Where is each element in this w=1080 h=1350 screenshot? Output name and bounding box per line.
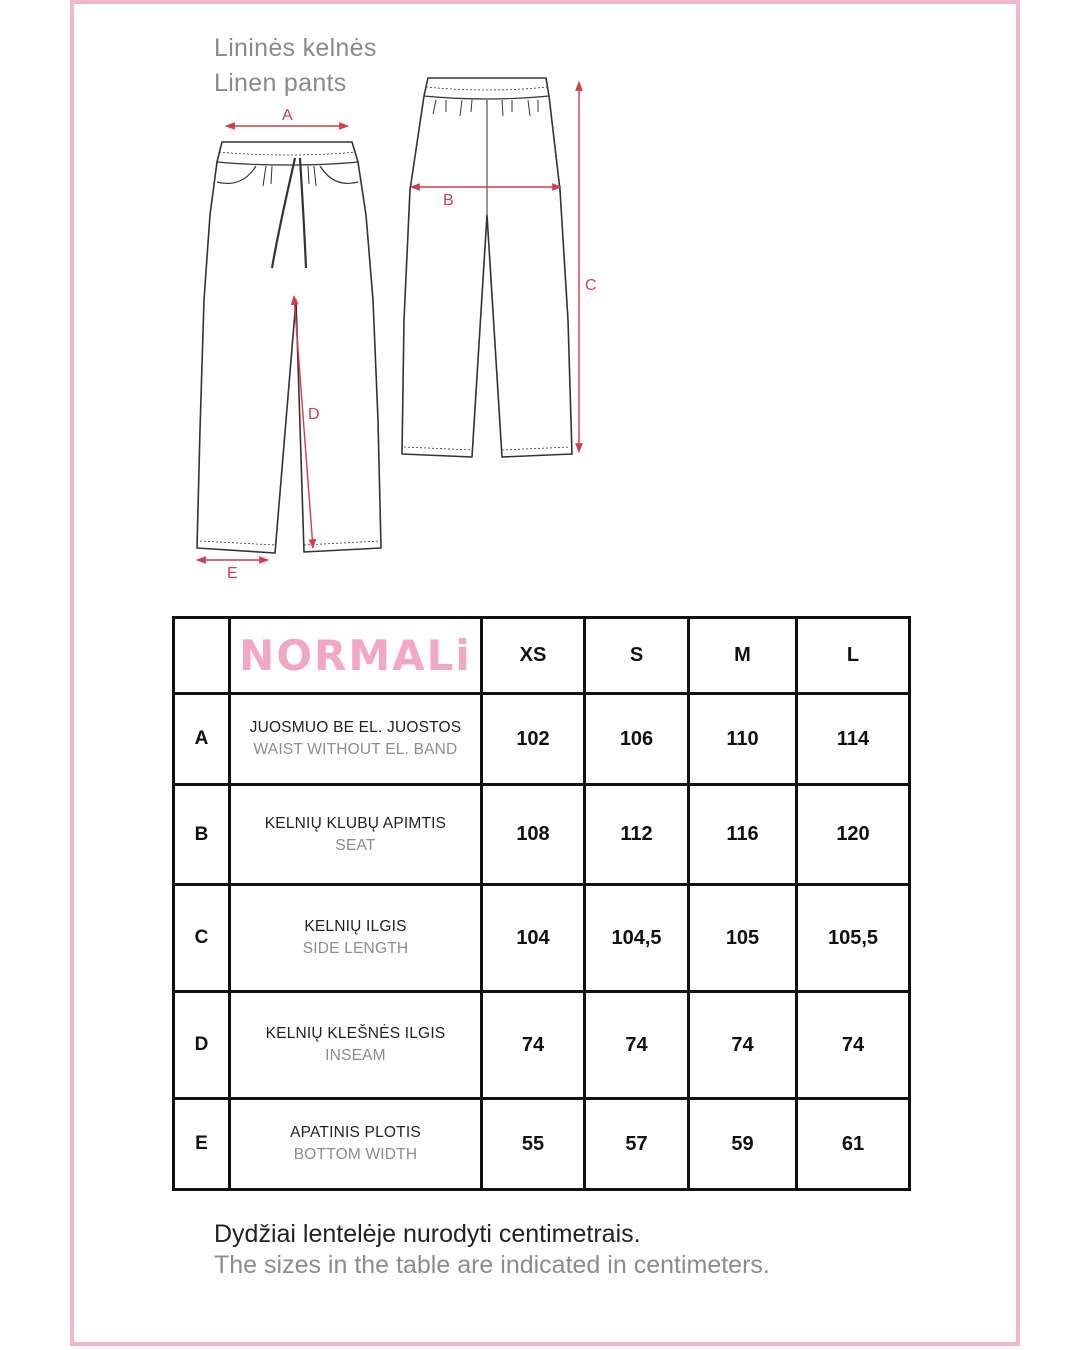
- value-cell: 102: [482, 694, 585, 785]
- measure-label-lt: KELNIŲ KLEŠNĖS ILGIS: [265, 1025, 446, 1042]
- measure-label-en: SEAT: [335, 836, 376, 854]
- value-cell: 105,5: [797, 885, 910, 992]
- right-pocket: [320, 166, 358, 183]
- front-pants-outline: [197, 142, 381, 553]
- units-note-en: The sizes in the table are indicated in centimeters.: [214, 1251, 770, 1279]
- value-cell: 74: [585, 992, 689, 1099]
- measure-label-en: BOTTOM WIDTH: [293, 1146, 418, 1163]
- brand-logo-cell: [230, 618, 482, 694]
- drawstring-left: [272, 158, 295, 268]
- measure-label-en: SIDE LENGTH: [302, 940, 409, 957]
- back-view-pants: [402, 78, 572, 457]
- value-cell: 74: [689, 992, 797, 1099]
- value-cell: 74: [797, 992, 910, 1099]
- size-header-s: S: [585, 618, 689, 694]
- row-letter: A: [174, 694, 230, 785]
- units-note-lt: Dydžiai lentelėje nurodyti centimetrais.: [214, 1220, 641, 1248]
- size-header-xs: XS: [482, 618, 585, 694]
- value-cell: 116: [689, 785, 797, 885]
- table-row-b: [174, 785, 910, 885]
- value-cell: 106: [585, 694, 689, 785]
- row-letter: D: [174, 992, 230, 1099]
- value-cell: 104: [482, 885, 585, 992]
- table-row-c: [174, 885, 910, 992]
- front-waistband: [217, 162, 358, 165]
- measure-label-en: INSEAM: [325, 1047, 386, 1064]
- value-cell: 108: [482, 785, 585, 885]
- measure-label: [230, 992, 482, 1099]
- value-cell: 55: [482, 1099, 585, 1190]
- table-row-e: [174, 1099, 910, 1190]
- measure-label-lt: JUOSMUO BE EL. JUOSTOS: [249, 719, 462, 736]
- value-cell: 105: [689, 885, 797, 992]
- corner-cell: [174, 618, 230, 694]
- value-cell: 120: [797, 785, 910, 885]
- front-view-pants: [197, 142, 381, 553]
- measure-label: [230, 785, 482, 885]
- measure-label: [230, 1099, 482, 1190]
- label-c: C: [585, 277, 597, 294]
- value-cell: 57: [585, 1099, 689, 1190]
- back-waistband: [424, 96, 549, 99]
- size-chart-table: [172, 616, 911, 1191]
- table-row-d: [174, 992, 910, 1099]
- value-cell: 59: [689, 1099, 797, 1190]
- label-b: B: [443, 192, 454, 209]
- row-letter: B: [174, 785, 230, 885]
- label-a: A: [282, 107, 293, 124]
- size-header-m: M: [689, 618, 797, 694]
- brand-logo: NORMALi: [239, 631, 472, 680]
- measure-label-en: WAIST WITHOUT EL. BAND: [253, 741, 458, 758]
- measure-label: [230, 694, 482, 785]
- measure-label-lt: APATINIS PLOTIS: [290, 1124, 421, 1141]
- left-pocket: [217, 166, 256, 183]
- row-letter: E: [174, 1099, 230, 1190]
- drawstring-right: [300, 158, 306, 268]
- pants-measurement-diagram: [0, 0, 1080, 600]
- value-cell: 114: [797, 694, 910, 785]
- product-title-en: Linen pants: [214, 69, 347, 97]
- value-cell: 112: [585, 785, 689, 885]
- label-e: E: [227, 565, 238, 582]
- measure-label: [230, 885, 482, 992]
- size-header-row: [174, 618, 910, 694]
- value-cell: 104,5: [585, 885, 689, 992]
- value-cell: 61: [797, 1099, 910, 1190]
- row-letter: C: [174, 885, 230, 992]
- measure-label-lt: KELNIŲ ILGIS: [304, 918, 407, 935]
- label-d: D: [308, 406, 320, 423]
- measure-label-lt: KELNIŲ KLUBŲ APIMTIS: [264, 814, 447, 832]
- table-row-a: [174, 694, 910, 785]
- value-cell: 110: [689, 694, 797, 785]
- product-title-lt: Lininės kelnės: [214, 34, 377, 62]
- value-cell: 74: [482, 992, 585, 1099]
- size-header-l: L: [797, 618, 910, 694]
